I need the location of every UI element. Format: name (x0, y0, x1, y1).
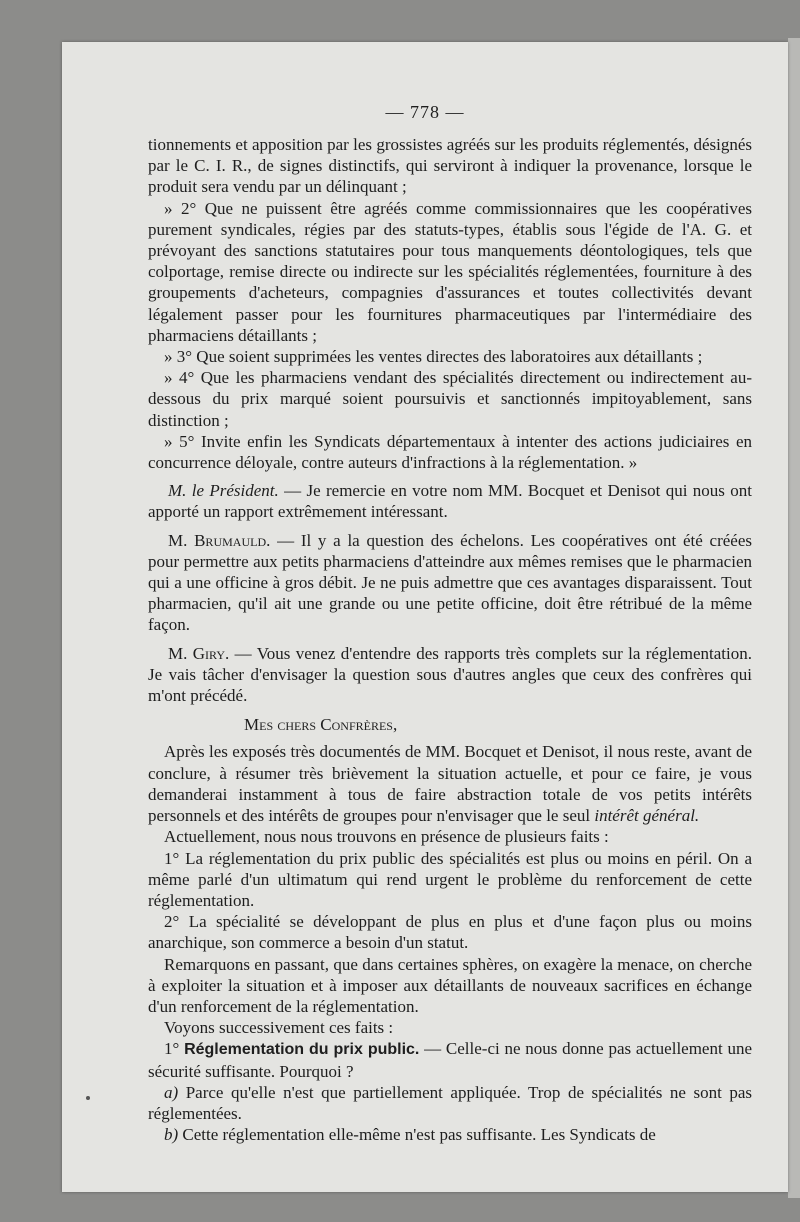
speech-text: — Il y a la question des échelons. Les coopératives ont été créées pour permettre aux petits pharmaciens d'atteindre aux mêmes remises que le pharmacien qui a une officine à gros débit. Je ne puis admettre que ces avantages disparaissent. Tout pharmacien, qu'il ait une grande ou une petite officine, doit être rétribué de la même façon. (148, 530, 753, 635)
paragraph-brumauld (148, 530, 752, 636)
point-label: a) (164, 1082, 179, 1102)
ink-speck (86, 1096, 90, 1100)
point-b (148, 1124, 752, 1145)
greeting: Mes chers Confrères, (244, 715, 398, 735)
scan-edge (788, 38, 800, 1198)
paragraph-giry (148, 643, 752, 707)
paragraph (148, 741, 752, 826)
paragraph: Remarquons en passant, que dans certaines sphères, on exagère la menace, on cherche à exploiter la situation et à imposer aux détaillants de nouveaux sacrifices en échange d'un renforcement de la réglementation. (148, 954, 752, 1016)
body-text (148, 134, 752, 1145)
speaker-name: M. le Président. (168, 481, 279, 501)
speaker-name: M. Brumauld. (168, 530, 271, 550)
speech-text: — Je remercie en votre nom MM. Bocquet et Denisot qui nous ont apporté un rapport extrêmement intéressant. (148, 481, 752, 522)
paragraph: 1° La réglementation du prix public des spécialités est plus ou moins en péril. On a même parlé d'un ultimatum qui rend urgent le problème du renforcement de cette réglementation. (148, 848, 752, 910)
page-number: — 778 — (385, 102, 465, 122)
speech-intro-italic: intérêt général. (594, 806, 700, 826)
section-heading-paragraph (148, 1038, 752, 1081)
paragraph: » 3° Que soient supprimées les ventes directes des laboratoires aux détaillants ; (164, 347, 703, 367)
speech-text: — Vous venez d'entendre des rapports très complets sur la réglementation. Je vais tâcher d'envisager la question sous d'autres angles que ceux des confrères qui m'ont précédé. (148, 643, 752, 706)
paragraph: » 2° Que ne puissent être agréés comme commissionnaires que les coopératives purement syndicales, régies par des statuts-types, établis sous l'égide de l'A. G. et prévoyant des sanctions statutaires pour tous manquements déontologiques, tels que colportage, remise directe ou indirecte sur les spécialités réglementées, fourniture à des groupements d'acheteurs, compagnies d'assurances et toutes collectivités devant légalement passer pour les fournitures pharmaceutiques par l'intermédiaire des pharmaciens détaillants ; (148, 198, 752, 345)
paragraph: Voyons successivement ces faits : (164, 1018, 394, 1038)
paragraph: 2° La spécialité se développant de plus en plus et d'une façon plus ou moins anarchique, son commerce a besoin d'un statut. (148, 912, 752, 953)
paragraph: Actuellement, nous nous trouvons en présence de plusieurs faits : (164, 827, 609, 847)
point-text: Cette réglementation elle-même n'est pas suffisante. Les Syndicats de (178, 1125, 656, 1145)
speaker-name: M. Giry. (168, 643, 230, 663)
speech-intro: Après les exposés très documentés de MM. Bocquet et Denisot, il nous reste, avant de conclure, à résumer très brièvement la situation actuelle, et pour ce faire, je vous demanderai instamment à tous de faire abstraction totale de vos petits intérêts personnels et des intérêts de groupes pour n'envisager que le seul (148, 742, 752, 826)
point-a (148, 1082, 752, 1124)
paragraph: » 5° Invite enfin les Syndicats départementaux à intenter des actions judiciaires en concurrence déloyale, contre auteurs d'infractions à la réglementation. » (148, 431, 752, 473)
document-page (62, 42, 788, 1192)
section-text: — Celle-ci ne nous donne pas actuellement une sécurité suffisante. Pourquoi ? (148, 1039, 753, 1081)
section-title: Réglementation du prix public. (184, 1041, 420, 1059)
paragraph: » 4° Que les pharmaciens vendant des spécialités directement ou indirectement au-dessous du prix marqué soient poursuivis et sanctionnés impitoyablement, sans distinction ; (148, 368, 752, 430)
point-label: b) (164, 1125, 179, 1145)
paragraph-president (148, 480, 752, 522)
point-text: Parce qu'elle n'est que partiellement appliquée. Trop de spécialités ne sont pas réglementées. (148, 1082, 752, 1123)
section-number: 1° (164, 1039, 185, 1059)
paragraph: tionnements et apposition par les grossistes agréés sur les produits réglementés, désignés par le C. I. R., de signes distinctifs, qui serviront à indiquer la provenance, lorsque le produit sera vendu par un délinquant ; (148, 135, 752, 197)
